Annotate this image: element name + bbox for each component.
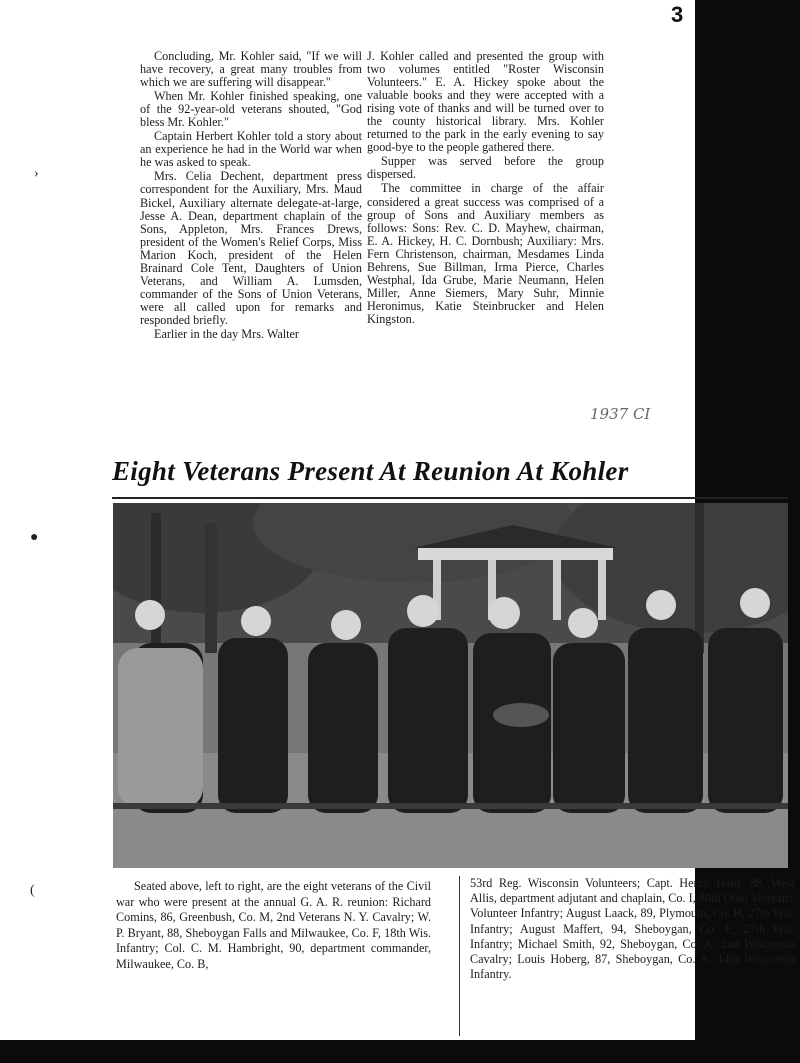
photo-caption-left: Seated above, left to right, are the eight veterans of the Civil war who were present at the annual G. A. R. reunion: Richard Comins, 86, Greenbush, Co. M, 2nd Veterans N. Y. Cavalry; W. P. Bryant, 88, Sheboygan Falls and Milwaukee, Co. F, 18th Wis. Infantry; Col. C. M. Hambright, 90, department commander, Milwaukee, Co. B,: [116, 879, 431, 971]
article-paragraph: The committee in charge of the affair considered a great success was comprised of a group of Sons and Auxiliary members as follows: Sons: Rev. C. D. Mayhew, chairman, E. A. Hickey, H. C. Dornbush; Auxiliary: Mrs. Fern Christenson, chairman, Mesdames Linda Behrens, Sue Billman, Irma Pierce, Charles Westphal, Ida Grube, Marie Neumann, Helen Miller, Anne Siemers, Mary Suhr, Minnie Heronimus, Katie Steinbrucker and Helen Kingston.: [367, 181, 604, 326]
article-paragraph: J. Kohler called and presented the group with two volumes entitled "Roster Wisconsin Volunteers." E. A. Hickey spoke about the valuable books and they were accepted with a rising vote of thanks and will be turned over to the county historical library. Mrs. Kohler returned to the park in the early evening to say good-bye to the people gathered there.: [367, 49, 604, 155]
headline-rule: [112, 497, 788, 499]
veterans-group-photo: [113, 503, 788, 868]
article-paragraph: When Mr. Kohler finished speaking, one of the 92-year-old veterans shouted, "God bless Mr. Kohler.": [140, 89, 362, 130]
page-number: 3: [671, 2, 684, 27]
article-column-right: [367, 50, 604, 327]
margin-mark: ●: [30, 530, 39, 545]
article-paragraph: Mrs. Celia Dechent, department press correspondent for the Auxiliary, Mrs. Maud Bickel, Auxiliary alternate delegate-at-large, Jesse A. Dean, department chaplain of the Sons, Appleton, Mrs. Frances Drews, president of the Women's Relief Corps, Miss Marion Koch, president of the Helen Brainard Cole Tent, Daughters of Union Veterans, and William A. Lumsden, commander of the Sons of Union Veterans, were all called upon for remarks and responded briefly.: [140, 169, 362, 327]
photo-caption-right: 53rd Reg. Wisconsin Volunteers; Capt. Henry Held, 88, West Allis, department adjutant and chaplain, Co. I, 80th Ohio Veterans' Volunteer Infantry; August Laack, 89, Plymouth, Co. B, 27th Wis. Infantry; August Maffert, 94, Sheboygan, Co. E, 27th Wis. Infantry; Michael Smith, 92, Sheboygan, Co. A, 2nd Wisconsin Cavalry; Louis Hoberg, 87, Sheboygan, Co. A, 14th Wisconsin Infantry.: [470, 876, 795, 982]
article-paragraph: Earlier in the day Mrs. Walter: [154, 326, 299, 341]
handwritten-note: 1937 CI: [590, 405, 651, 423]
margin-mark: ›: [34, 166, 39, 181]
photo-headline: Eight Veterans Present At Reunion At Kohler: [112, 456, 629, 486]
article-column-left: [140, 50, 362, 342]
caption-divider: [459, 876, 460, 1036]
margin-mark: (: [30, 883, 35, 898]
photo-illustration: [113, 503, 788, 868]
article-paragraph: Captain Herbert Kohler told a story about an experience he had in the World war when he was asked to speak.: [140, 129, 362, 170]
article-paragraph: Supper was served before the group dispersed.: [367, 154, 604, 182]
scan-dark-border-bottom: [0, 1040, 695, 1063]
article-paragraph: Concluding, Mr. Kohler said, "If we will have recovery, a great many troubles from which we are suffering will disappear.": [140, 49, 362, 90]
